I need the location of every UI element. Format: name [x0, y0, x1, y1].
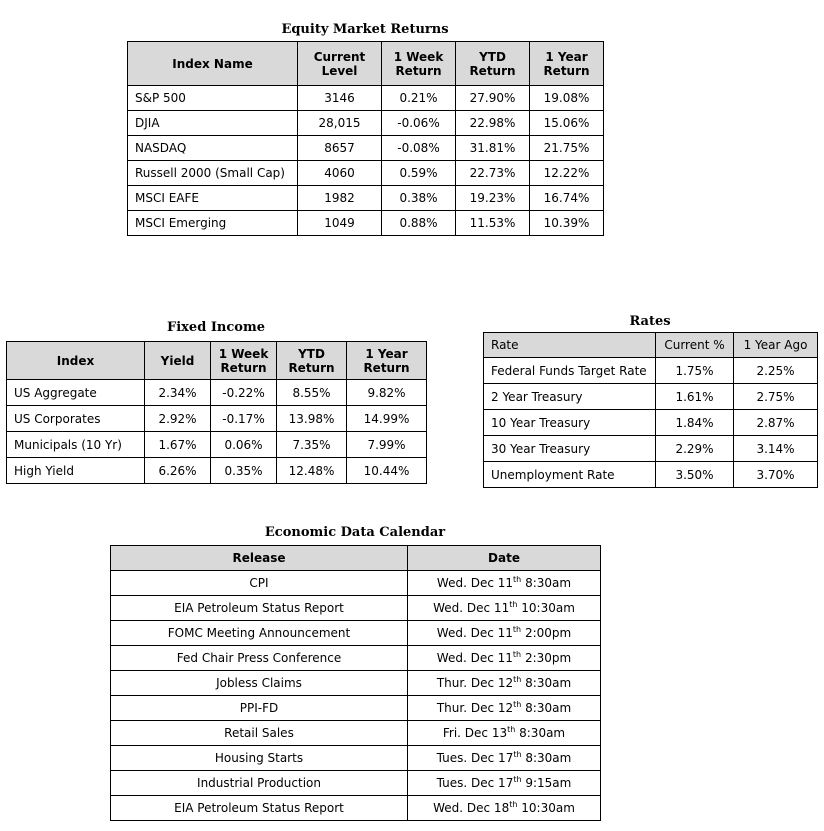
date-cell: Wed. Dec 18th 10:30am [408, 796, 601, 821]
value-cell: -0.22% [211, 380, 277, 406]
value-cell: 2.25% [734, 358, 818, 384]
value-cell: 2.29% [656, 436, 734, 462]
column-header: Date [408, 546, 601, 571]
date-cell: Thur. Dec 12th 8:30am [408, 696, 601, 721]
release-cell: Jobless Claims [111, 671, 408, 696]
index-name-cell: US Aggregate [7, 380, 145, 406]
table-row [484, 384, 818, 410]
equity-title: Equity Market Returns [281, 22, 449, 37]
table-row [7, 406, 427, 432]
column-header: YTD Return [277, 342, 347, 380]
value-cell: 1982 [298, 186, 382, 211]
table-row [111, 746, 601, 771]
column-header: Index [7, 342, 145, 380]
value-cell: 4060 [298, 161, 382, 186]
date-cell: Wed. Dec 11th 8:30am [408, 571, 601, 596]
release-cell: EIA Petroleum Status Report [111, 796, 408, 821]
value-cell: 19.08% [530, 86, 604, 111]
release-cell: Industrial Production [111, 771, 408, 796]
table-row [484, 410, 818, 436]
release-cell: CPI [111, 571, 408, 596]
value-cell: 10.44% [347, 458, 427, 484]
column-header: Current Level [298, 42, 382, 86]
value-cell: 1.67% [145, 432, 211, 458]
value-cell: 6.26% [145, 458, 211, 484]
index-name-cell: MSCI EAFE [128, 186, 298, 211]
table-row [128, 111, 604, 136]
value-cell: 2.34% [145, 380, 211, 406]
index-name-cell: S&P 500 [128, 86, 298, 111]
column-header: 1 Year Ago [734, 333, 818, 358]
rate-name-cell: 10 Year Treasury [484, 410, 656, 436]
release-cell: Retail Sales [111, 721, 408, 746]
table-row [128, 211, 604, 236]
rates-table [483, 332, 818, 488]
value-cell: 22.98% [456, 111, 530, 136]
value-cell: 12.48% [277, 458, 347, 484]
value-cell: 1.84% [656, 410, 734, 436]
value-cell: 13.98% [277, 406, 347, 432]
table-row [111, 796, 601, 821]
rate-name-cell: Unemployment Rate [484, 462, 656, 488]
value-cell: 0.06% [211, 432, 277, 458]
value-cell: 0.59% [382, 161, 456, 186]
rate-name-cell: 2 Year Treasury [484, 384, 656, 410]
date-cell: Fri. Dec 13th 8:30am [408, 721, 601, 746]
column-header: Index Name [128, 42, 298, 86]
date-cell: Tues. Dec 17th 9:15am [408, 771, 601, 796]
table-row [111, 621, 601, 646]
value-cell: -0.08% [382, 136, 456, 161]
value-cell: 27.90% [456, 86, 530, 111]
column-header: Yield [145, 342, 211, 380]
date-cell: Wed. Dec 11th 2:30pm [408, 646, 601, 671]
index-name-cell: Municipals (10 Yr) [7, 432, 145, 458]
index-name-cell: NASDAQ [128, 136, 298, 161]
value-cell: 0.35% [211, 458, 277, 484]
column-header: Current % [656, 333, 734, 358]
value-cell: -0.06% [382, 111, 456, 136]
value-cell: 15.06% [530, 111, 604, 136]
value-cell: 1.75% [656, 358, 734, 384]
value-cell: 16.74% [530, 186, 604, 211]
fixed-income-table [6, 341, 427, 484]
value-cell: 7.35% [277, 432, 347, 458]
value-cell: 3146 [298, 86, 382, 111]
value-cell: 1049 [298, 211, 382, 236]
value-cell: 11.53% [456, 211, 530, 236]
calendar-table [110, 545, 601, 821]
table-row [484, 436, 818, 462]
value-cell: 0.21% [382, 86, 456, 111]
table-row [484, 462, 818, 488]
table-row [111, 771, 601, 796]
column-header: 1 Week Return [211, 342, 277, 380]
value-cell: 8657 [298, 136, 382, 161]
table-row [111, 646, 601, 671]
index-name-cell: High Yield [7, 458, 145, 484]
value-cell: 31.81% [456, 136, 530, 161]
value-cell: 7.99% [347, 432, 427, 458]
value-cell: 14.99% [347, 406, 427, 432]
column-header: YTD Return [456, 42, 530, 86]
rate-name-cell: Federal Funds Target Rate [484, 358, 656, 384]
date-cell: Wed. Dec 11th 2:00pm [408, 621, 601, 646]
release-cell: EIA Petroleum Status Report [111, 596, 408, 621]
column-header: Rate [484, 333, 656, 358]
table-row [128, 136, 604, 161]
value-cell: 12.22% [530, 161, 604, 186]
column-header: 1 Year Return [530, 42, 604, 86]
date-cell: Tues. Dec 17th 8:30am [408, 746, 601, 771]
table-row [111, 596, 601, 621]
column-header: 1 Week Return [382, 42, 456, 86]
value-cell: 0.38% [382, 186, 456, 211]
column-header: Release [111, 546, 408, 571]
index-name-cell: Russell 2000 (Small Cap) [128, 161, 298, 186]
index-name-cell: US Corporates [7, 406, 145, 432]
release-cell: FOMC Meeting Announcement [111, 621, 408, 646]
date-cell: Thur. Dec 12th 8:30am [408, 671, 601, 696]
table-row [128, 161, 604, 186]
table-row [111, 721, 601, 746]
value-cell: 10.39% [530, 211, 604, 236]
rates-title: Rates [629, 314, 671, 329]
table-row [111, 671, 601, 696]
table-row [484, 358, 818, 384]
index-name-cell: MSCI Emerging [128, 211, 298, 236]
value-cell: 0.88% [382, 211, 456, 236]
table-row [128, 186, 604, 211]
value-cell: 2.92% [145, 406, 211, 432]
release-cell: Housing Starts [111, 746, 408, 771]
rate-name-cell: 30 Year Treasury [484, 436, 656, 462]
value-cell: 19.23% [456, 186, 530, 211]
value-cell: 22.73% [456, 161, 530, 186]
table-row [7, 432, 427, 458]
date-cell: Wed. Dec 11th 10:30am [408, 596, 601, 621]
value-cell: 2.75% [734, 384, 818, 410]
value-cell: 3.50% [656, 462, 734, 488]
index-name-cell: DJIA [128, 111, 298, 136]
table-row [128, 86, 604, 111]
fixed-income-title: Fixed Income [167, 320, 265, 335]
value-cell: 28,015 [298, 111, 382, 136]
value-cell: 3.70% [734, 462, 818, 488]
table-row [7, 380, 427, 406]
value-cell: 8.55% [277, 380, 347, 406]
calendar-title: Economic Data Calendar [264, 525, 446, 540]
release-cell: Fed Chair Press Conference [111, 646, 408, 671]
table-row [7, 458, 427, 484]
value-cell: -0.17% [211, 406, 277, 432]
table-row [111, 571, 601, 596]
value-cell: 3.14% [734, 436, 818, 462]
value-cell: 9.82% [347, 380, 427, 406]
release-cell: PPI-FD [111, 696, 408, 721]
table-row [111, 696, 601, 721]
column-header: 1 Year Return [347, 342, 427, 380]
value-cell: 21.75% [530, 136, 604, 161]
value-cell: 2.87% [734, 410, 818, 436]
value-cell: 1.61% [656, 384, 734, 410]
equity-table [127, 41, 604, 236]
